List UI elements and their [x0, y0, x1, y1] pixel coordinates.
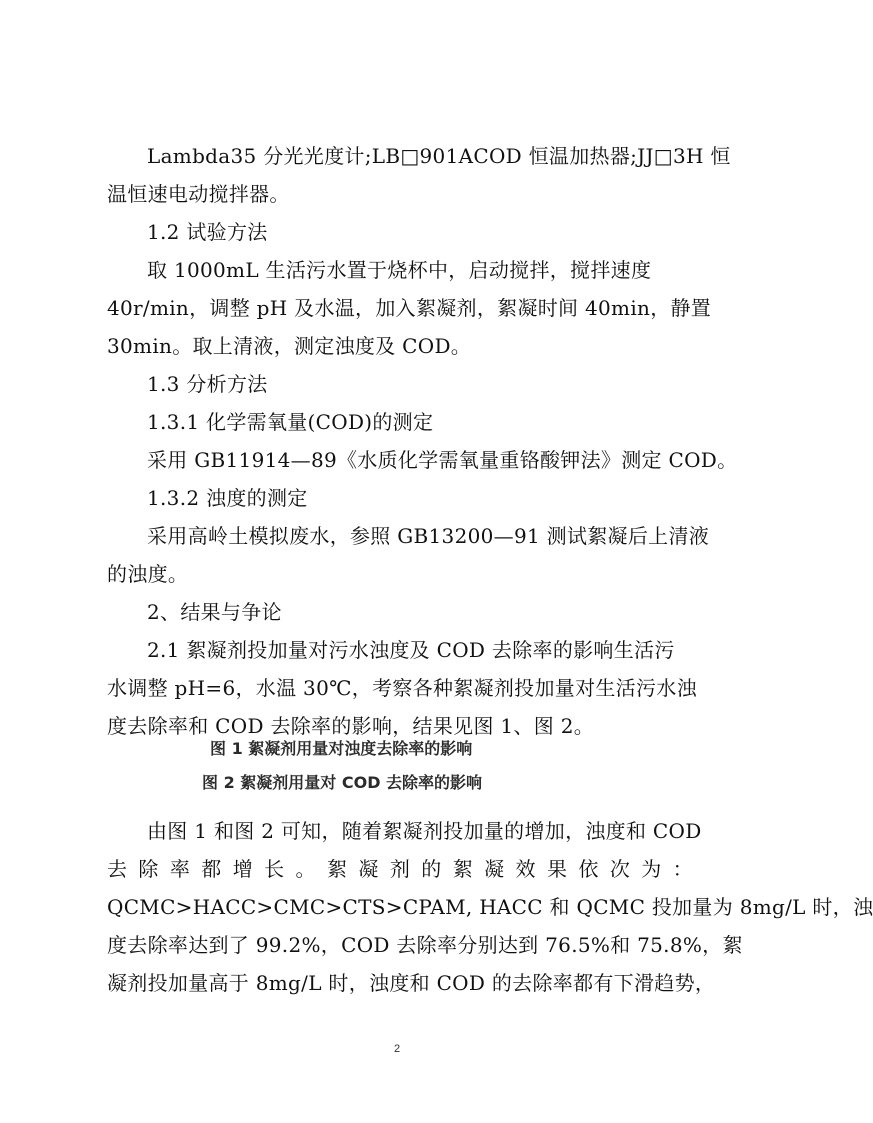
subsection-heading: 1.3.1 化学需氧量(COD)的测定	[147, 410, 434, 434]
paragraph-line: 取 1000mL 生活污水置于烧杯中，启动搅拌，搅拌速度	[147, 258, 652, 282]
paragraph-line: 度去除率达到了 99.2%，COD 去除率分别达到 76.5%和 75.8%，絮	[107, 933, 743, 957]
figure-caption: 图 2 絮凝剂用量对 COD 去除率的影响	[202, 773, 483, 792]
paragraph-line: 采用高岭土模拟废水，参照 GB13200—91 测试絮凝后上清液	[147, 524, 710, 548]
paragraph-line: 40r/min，调整 pH 及水温，加入絮凝剂，絮凝时间 40min，静置	[107, 296, 712, 320]
paragraph-line: 的浊度。	[107, 562, 189, 586]
paragraph-line: 2.1 絮凝剂投加量对污水浊度及 COD 去除率的影响生活污	[147, 638, 675, 662]
section-heading: 1.3 分析方法	[147, 372, 268, 396]
paragraph-line: 去 除 率 都 增 长 。 絮 凝 剂 的 絮 凝 效 果 依 次 为 ：	[107, 857, 693, 881]
paragraph-line: 采用 GB11914—89《水质化学需氧量重铬酸钾法》测定 COD。	[147, 448, 738, 472]
page-number: 2	[393, 1043, 401, 1055]
paragraph-line: 由图 1 和图 2 可知，随着絮凝剂投加量的增加，浊度和 COD	[147, 819, 702, 843]
paragraph-line: Lambda35 分光光度计;LB□901ACOD 恒温加热器;JJ□3H 恒	[147, 144, 731, 168]
section-heading: 1.2 试验方法	[147, 220, 268, 244]
paragraph-line: QCMC>HACC>CMC>CTS>CPAM, HACC 和 QCMC 投加量为 8mg/L 时，浊	[107, 895, 873, 919]
paragraph-line: 水调整 pH=6，水温 30℃，考察各种絮凝剂投加量对生活污水浊	[107, 676, 697, 700]
paragraph-line: 30min。取上清液，测定浊度及 COD。	[107, 334, 472, 358]
subsection-heading: 1.3.2 浊度的测定	[147, 486, 308, 510]
paragraph-line: 凝剂投加量高于 8mg/L 时，浊度和 COD 的去除率都有下滑趋势，	[107, 971, 716, 995]
paragraph-line: 温恒速电动搅拌器。	[107, 182, 290, 206]
paragraph-line: 度去除率和 COD 去除率的影响，结果见图 1、图 2。	[107, 714, 595, 738]
figure-caption: 图 1 絮凝剂用量对浊度去除率的影响	[210, 739, 473, 758]
section-heading: 2、结果与争论	[147, 600, 282, 624]
